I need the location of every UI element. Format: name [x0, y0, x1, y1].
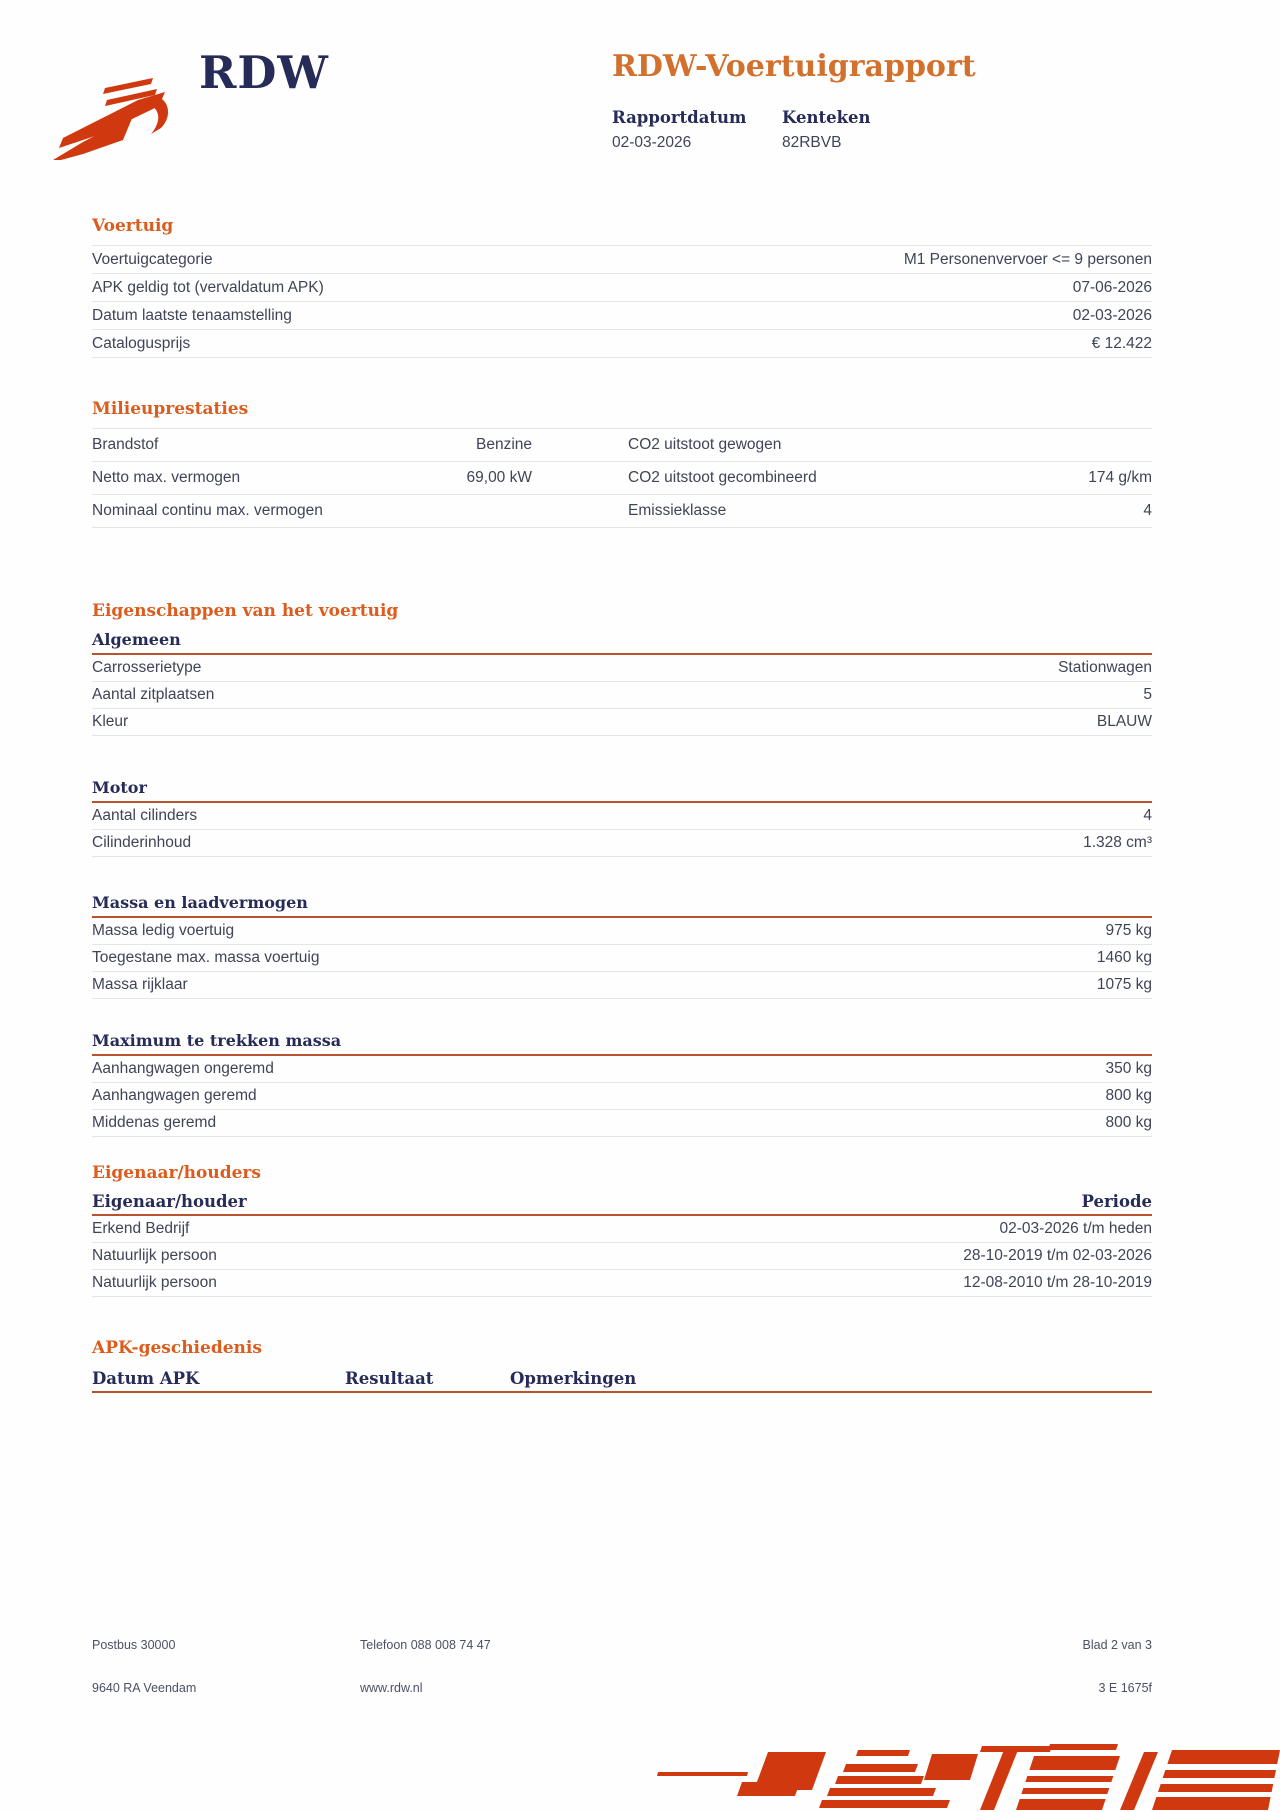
table-row — [92, 918, 1152, 945]
row-value: 1075 kg — [1096, 976, 1152, 993]
row-value: 12-08-2010 t/m 28-10-2019 — [963, 1274, 1152, 1291]
row-label: Voertuigcategorie — [92, 250, 213, 268]
period-column-header: Periode — [1081, 1192, 1152, 1211]
row-label: Catalogusprijs — [92, 334, 191, 352]
apk-remarks-column-header: Opmerkingen — [510, 1369, 637, 1388]
speed-stripes-icon — [652, 1744, 1280, 1812]
subsection-trekken-massa — [92, 1031, 1152, 1137]
row-label: Aanhangwagen ongeremd — [92, 1060, 274, 1077]
row-label: APK geldig tot (vervaldatum APK) — [92, 278, 324, 296]
row-value: Stationwagen — [1058, 659, 1152, 676]
row-label: Middenas geremd — [92, 1114, 217, 1131]
row-label: Massa ledig voertuig — [92, 922, 235, 939]
section-eigenaar — [92, 1162, 1152, 1297]
row-label: Natuurlijk persoon — [92, 1247, 217, 1264]
table-row — [92, 494, 1152, 527]
footer-website: www.rdw.nl — [360, 1681, 423, 1695]
footer-phone: Telefoon 088 008 74 47 — [360, 1638, 491, 1652]
section-milieuprestaties — [92, 398, 1152, 528]
row-label: Aantal zitplaatsen — [92, 686, 215, 703]
table-row — [92, 682, 1152, 709]
row-value: 07-06-2026 — [1072, 278, 1152, 296]
row-value: 5 — [1143, 686, 1152, 703]
row-value: 69,00 kW — [466, 469, 532, 486]
row-label: Massa rijklaar — [92, 976, 188, 993]
section-heading: Voertuig — [92, 216, 174, 236]
report-date-label: Rapportdatum — [612, 108, 747, 127]
table-row — [92, 945, 1152, 972]
row-label: Erkend Bedrijf — [92, 1220, 190, 1237]
table-row — [92, 1110, 1152, 1137]
row-value: 4 — [1143, 502, 1152, 519]
row-value: 800 kg — [1105, 1114, 1152, 1131]
table-end-line — [92, 527, 1152, 528]
row-value: 02-03-2026 t/m heden — [999, 1220, 1152, 1237]
row-label: CO2 uitstoot gecombineerd — [628, 469, 817, 486]
orange-rule — [92, 1391, 1152, 1393]
row-value: M1 Personenvervoer <= 9 personen — [903, 250, 1152, 268]
row-label: Netto max. vermogen — [92, 469, 241, 486]
row-label: CO2 uitstoot gewogen — [628, 436, 782, 453]
apk-date-column-header: Datum APK — [92, 1369, 200, 1388]
section-heading: Eigenschappen van het voertuig — [92, 601, 399, 621]
row-label: Datum laatste tenaamstelling — [92, 306, 292, 324]
table-row — [92, 329, 1152, 357]
page-footer — [92, 1638, 1152, 1695]
footer-postbus: Postbus 30000 — [92, 1638, 176, 1652]
section-voertuig — [92, 215, 1152, 358]
report-meta — [612, 108, 1157, 152]
row-value: 28-10-2019 t/m 02-03-2026 — [963, 1247, 1152, 1264]
report-title: RDW-Voertuigrapport — [612, 49, 976, 84]
owner-column-header: Eigenaar/houder — [92, 1192, 247, 1211]
table-row — [92, 1270, 1152, 1297]
section-heading: Eigenaar/houders — [92, 1163, 261, 1183]
table-row — [92, 1216, 1152, 1243]
license-plate-label: Kenteken — [782, 108, 871, 127]
row-value: 350 kg — [1105, 1060, 1152, 1077]
owner-table-header — [92, 1192, 1152, 1211]
apk-result-column-header: Resultaat — [345, 1369, 434, 1388]
row-label: Emissieklasse — [628, 502, 727, 519]
row-value: 1.328 cm³ — [1083, 834, 1152, 851]
table-row — [92, 709, 1152, 736]
table-row — [92, 655, 1152, 682]
subsection-heading: Massa en laadvermogen — [92, 893, 308, 912]
table-row — [92, 830, 1152, 857]
row-value: BLAUW — [1096, 713, 1152, 730]
row-value: 174 g/km — [1088, 469, 1152, 486]
row-value: 4 — [1143, 807, 1152, 824]
subsection-algemeen — [92, 630, 1152, 736]
row-value: 1460 kg — [1096, 949, 1152, 966]
row-label: Carrosserietype — [92, 659, 202, 676]
section-heading: Milieuprestaties — [92, 399, 249, 419]
table-end-line — [92, 357, 1152, 358]
subsection-heading: Algemeen — [92, 630, 181, 649]
table-row — [92, 1083, 1152, 1110]
table-row — [92, 301, 1152, 329]
row-label: Aanhangwagen geremd — [92, 1087, 257, 1104]
row-value: 800 kg — [1105, 1087, 1152, 1104]
section-eigenschappen — [92, 600, 1152, 1137]
report-date-block — [612, 108, 782, 152]
footer-address: 9640 RA Veendam — [92, 1681, 197, 1695]
row-value: 975 kg — [1105, 922, 1152, 939]
row-value: € 12.422 — [1091, 334, 1152, 352]
row-label: Kleur — [92, 713, 129, 730]
table-row — [92, 1243, 1152, 1270]
table-row — [92, 1056, 1152, 1083]
row-value: 02-03-2026 — [1072, 306, 1152, 324]
subsection-motor — [92, 778, 1152, 857]
table-row — [92, 245, 1152, 273]
row-label: Nominaal continu max. vermogen — [92, 502, 323, 519]
report-header — [612, 50, 1157, 152]
table-row — [92, 461, 1152, 494]
footer-page-number: Blad 2 van 3 — [1082, 1638, 1152, 1652]
milieu-table — [92, 428, 1152, 528]
subsection-heading: Motor — [92, 778, 147, 797]
row-label: Brandstof — [92, 436, 159, 453]
row-label: Aantal cilinders — [92, 807, 198, 824]
table-row — [92, 803, 1152, 830]
voertuig-table — [92, 245, 1152, 358]
rdw-logo-text: RDW — [199, 46, 329, 99]
report-date-value: 02-03-2026 — [612, 134, 692, 151]
rdw-wing-icon — [53, 76, 175, 160]
license-plate-block — [782, 108, 952, 152]
subsection-massa — [92, 893, 1152, 999]
section-apk-geschiedenis — [92, 1337, 1152, 1393]
apk-table-header — [92, 1369, 1152, 1388]
section-heading: APK-geschiedenis — [92, 1338, 262, 1358]
table-row — [92, 273, 1152, 301]
row-value: Benzine — [475, 436, 532, 453]
footer-row — [92, 1638, 1152, 1652]
subsection-heading: Maximum te trekken massa — [92, 1031, 342, 1050]
footer-row — [92, 1681, 1152, 1695]
footer-doc-code: 3 E 1675f — [1098, 1681, 1152, 1695]
row-label: Natuurlijk persoon — [92, 1274, 217, 1291]
table-row — [92, 972, 1152, 999]
table-row — [92, 428, 1152, 461]
row-label: Toegestane max. massa voertuig — [92, 949, 320, 966]
license-plate-value: 82RBVB — [782, 134, 842, 151]
row-label: Cilinderinhoud — [92, 834, 192, 851]
